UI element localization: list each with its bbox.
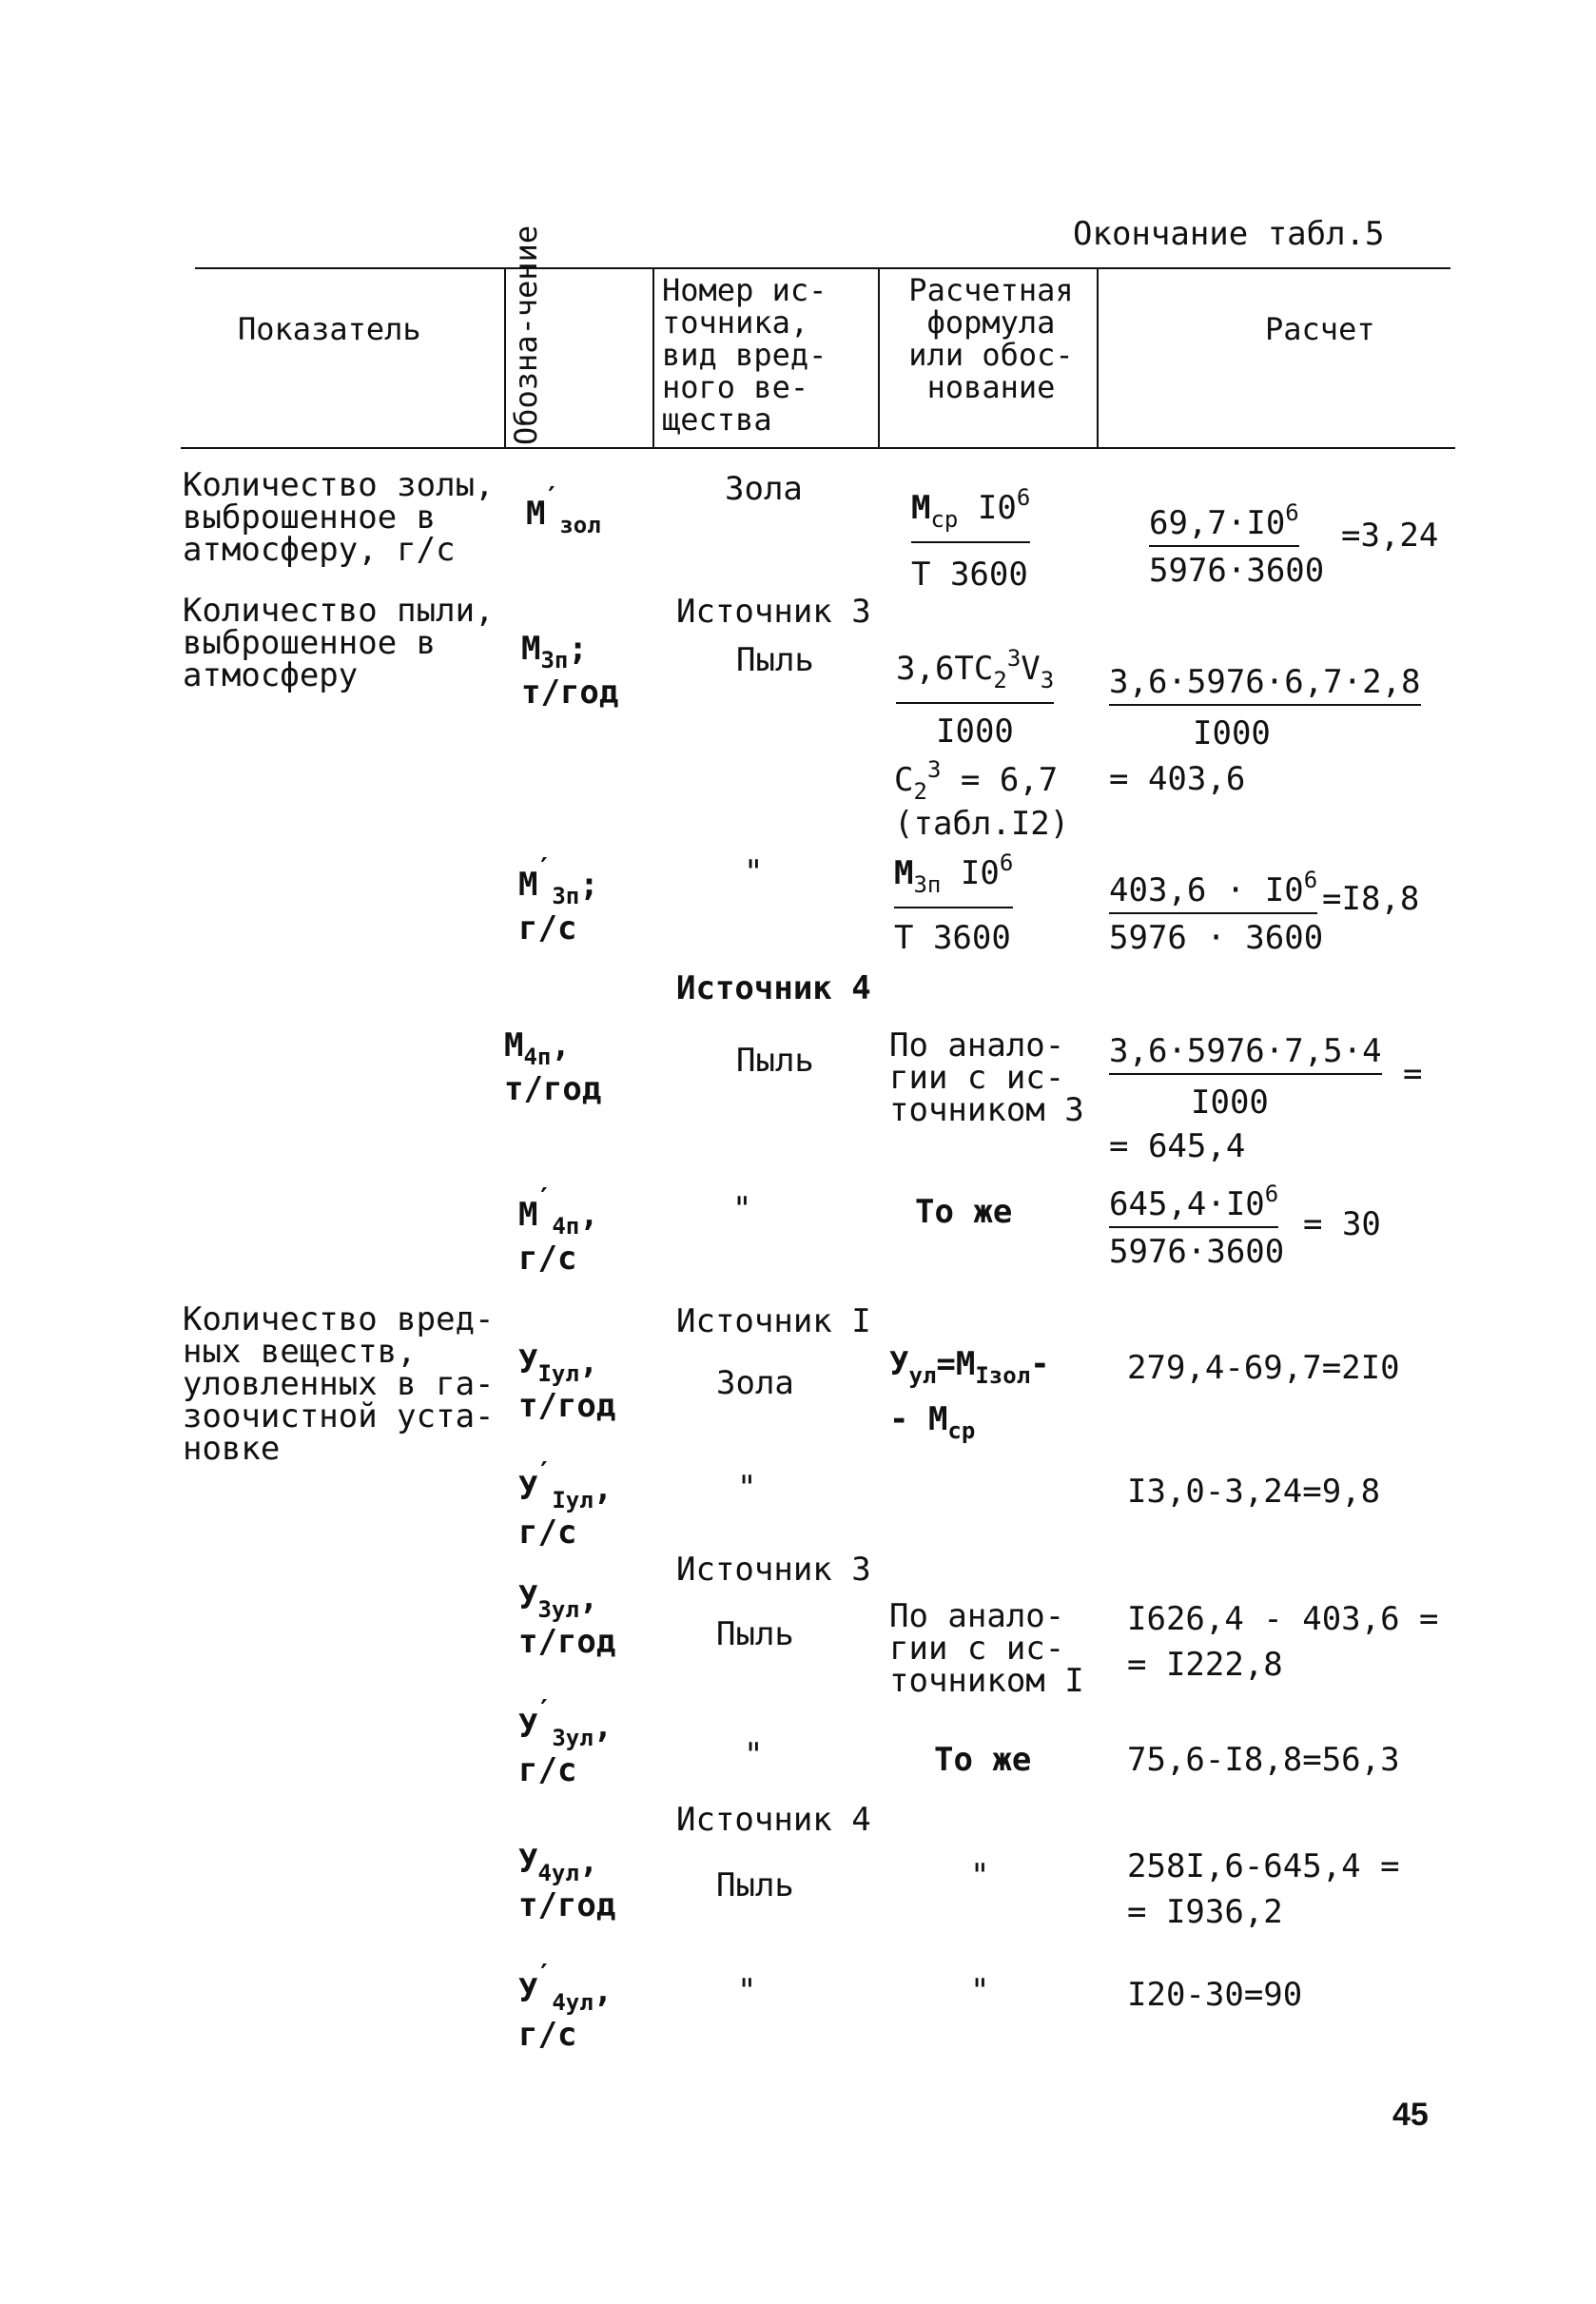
source-dust-1: Пыль <box>736 641 814 679</box>
designation-y3-gs: $У'_{3ул}$, г/с <box>518 1693 613 1789</box>
calc-ash-result: =3,24 <box>1341 517 1439 555</box>
header-source: Номер ис- точника, вид вред- ного ве- щества <box>662 272 827 438</box>
formula-dust-3: $3,6ТС_2^3V_3$ I000 <box>896 642 1054 748</box>
calc-dust-gs: $403,6 \cdot I0^6$ 5976 · 3600 <box>1109 864 1323 954</box>
formula-dust-gs: $M_{3п}$ $I0^6$ Т 3600 <box>894 847 1013 954</box>
indicator-ash: Количество золы, выброшенное в атмосферу, г/с <box>183 466 495 569</box>
calc-y1-gs: I3,0-3,24=9,8 <box>1127 1473 1381 1511</box>
calc-y3: I626,4 - 403,6 = = I222,8 <box>1127 1600 1439 1684</box>
designation-m3p-tyr: $M_{3п}$; т/год <box>521 630 619 712</box>
calc-y4-gs: I20-30=90 <box>1127 1976 1303 2014</box>
designation-y4-gs: $У'_{4ул}$, г/с <box>518 1958 613 2054</box>
calc-dust-gs-result: =I8,8 <box>1322 880 1420 918</box>
source-dust-2: Пыль <box>736 1042 814 1080</box>
source-ditto-5: " <box>737 1972 757 2010</box>
source-ditto-2: " <box>732 1190 752 1228</box>
source-4-label-2: Источник 4 <box>676 1801 871 1839</box>
calc-dust-4: 3,6·5976·7,5·4 I000 = 645,4 <box>1109 1032 1382 1165</box>
source-dust-4: Пыль <box>716 1866 794 1904</box>
table-caption: Окончание табл.5 <box>1073 215 1385 253</box>
source-3-label: Источник 3 <box>676 593 871 631</box>
formula-analogy-1: По анало- гии с ис- точником I <box>889 1597 1084 1700</box>
header-formula: Расчетная формула или обос- нование <box>908 272 1074 405</box>
header-indicator: Показатель <box>238 311 421 347</box>
formula-y1: $У_{ул}=M_{Iзол}-$ - $М_{ср}$ <box>889 1345 1050 1444</box>
source-ash: Зола <box>725 470 803 508</box>
source-3-label-2: Источник 3 <box>676 1551 871 1589</box>
source-dust-3: Пыль <box>716 1615 794 1653</box>
formula-same-2: То же <box>934 1741 1032 1779</box>
formula-ash: $M_{ср}$ $I0^6$ Т 3600 <box>911 481 1030 591</box>
calc-dust-4-gs: $645,4\cdot I0^6$ 5976·3600 <box>1109 1178 1284 1268</box>
col-divider-4 <box>1097 267 1099 449</box>
formula-analogy-3: По анало- гии с ис- точником 3 <box>889 1026 1084 1129</box>
designation-m4p-gs: $M'_{4п}$, г/с <box>518 1181 599 1278</box>
calc-y4: 258I,6-645,4 = = I936,2 <box>1127 1847 1400 1931</box>
source-ditto-3: " <box>737 1469 757 1507</box>
col-divider-2 <box>652 267 654 449</box>
source-4-label: Источник 4 <box>676 969 871 1007</box>
calc-dust-4-eq: = <box>1403 1055 1423 1093</box>
designation-m-ash: $M'_{зол}$ <box>526 480 601 538</box>
designation-y4-tyr: $У_{4ул}$, т/год <box>518 1843 616 1924</box>
col-divider-3 <box>878 267 880 449</box>
top-rule <box>195 267 1450 269</box>
designation-m3p-gs: $M'_{3п}$; г/с <box>518 851 599 947</box>
formula-ditto-2: " <box>970 1972 990 2010</box>
calc-y1: 279,4-69,7=2I0 <box>1127 1349 1400 1387</box>
source-ditto-4: " <box>744 1736 764 1774</box>
formula-ditto-1: " <box>970 1857 990 1895</box>
header-designation: Обозна-чение <box>508 225 544 445</box>
formula-c-value: $С_2^3 = 6,7$ (табл.I2) <box>894 756 1070 843</box>
designation-y1-tyr: $У_{Iул}$, т/год <box>518 1343 616 1425</box>
source-1-label: Источник I <box>676 1302 871 1340</box>
header-calc: Расчет <box>1265 311 1375 347</box>
indicator-dust: Количество пыли, выброшенное в атмосферу <box>183 592 495 694</box>
formula-same-1: То же <box>915 1193 1013 1231</box>
calc-dust-3: 3,6·5976·6,7·2,8 I000 = 403,6 <box>1109 663 1421 798</box>
source-ditto-1: " <box>744 853 764 891</box>
calc-y3-gs: 75,6-I8,8=56,3 <box>1127 1741 1400 1779</box>
designation-y3-tyr: $У_{3ул}$, т/год <box>518 1579 616 1661</box>
calc-ash: $69,7\cdot I0^6$ 5976·3600 <box>1149 497 1324 587</box>
calc-dust-4-gs-result: = 30 <box>1303 1205 1381 1243</box>
col-divider-1 <box>504 267 506 449</box>
designation-y1-gs: $У'_{Iул}$, г/с <box>518 1455 613 1552</box>
source-ash-2: Зола <box>716 1364 794 1402</box>
designation-m4p-tyr: $M_{4п}$, т/год <box>504 1026 602 1108</box>
header-rule <box>181 447 1455 449</box>
indicator-captured: Количество вред- ных веществ, уловленных в га- зоочистной уста- новке <box>183 1300 495 1468</box>
page-number: 45 <box>1392 2097 1429 2133</box>
